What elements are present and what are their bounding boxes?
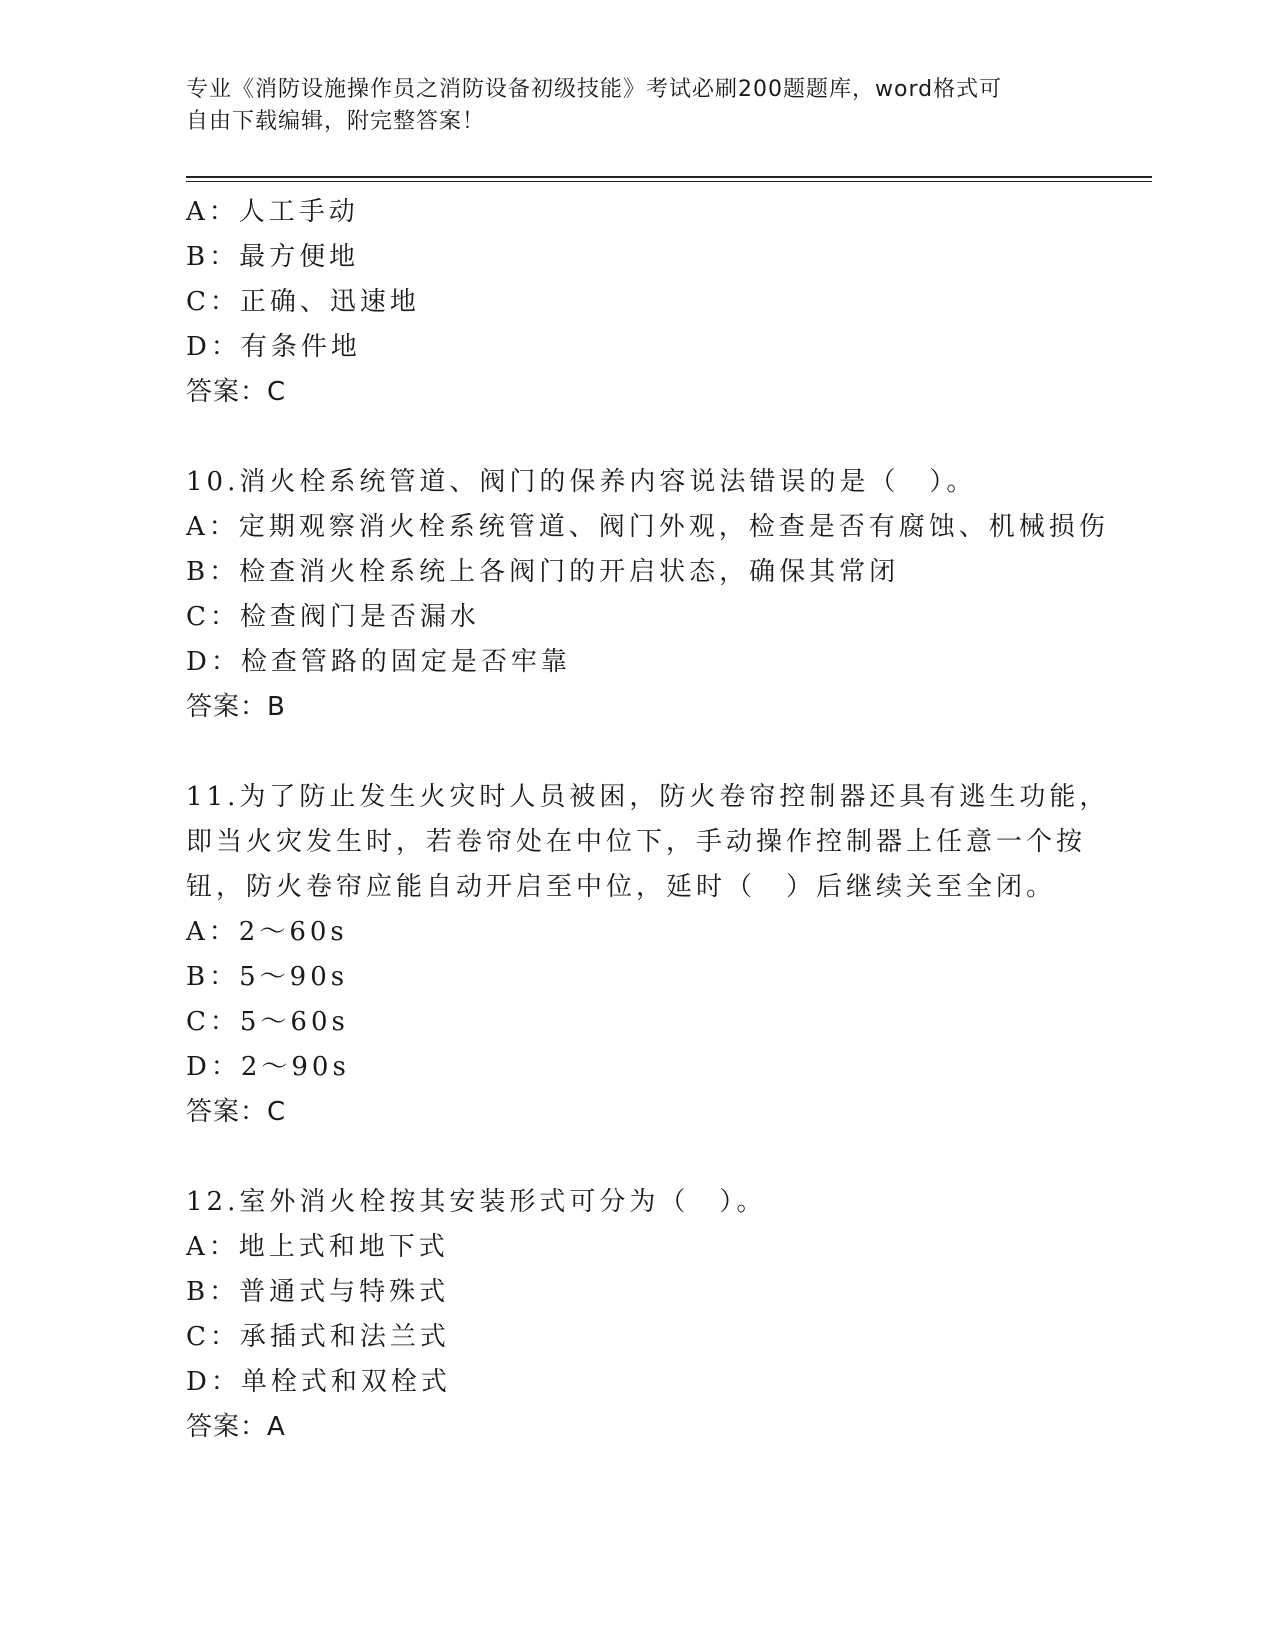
- question-gap: [186, 1135, 1086, 1180]
- option-c: C：正确、迅速地: [186, 287, 420, 317]
- header-rule-thick: [186, 176, 1152, 178]
- header-line-2: 自由下载编辑，附完整答案！: [186, 109, 486, 134]
- option-a: A：定期观察消火栓系统管道、阀门外观，检查是否有腐蚀、机械损伤: [186, 512, 1109, 542]
- header-rule-thin: [186, 181, 1152, 182]
- answer-line: 答案：C: [186, 377, 287, 407]
- answer-line: 答案：A: [186, 1412, 286, 1442]
- question-gap: [186, 415, 1086, 460]
- option-d: D：检查管路的固定是否牢靠: [186, 647, 571, 677]
- question-block-9: [186, 190, 1086, 415]
- answer-line: 答案：C: [186, 1097, 287, 1127]
- option-d: D：单栓式和双栓式: [186, 1367, 451, 1397]
- question-stem: 12.室外消火栓按其安装形式可分为（ ）。: [186, 1187, 767, 1217]
- option-c: C：5～60s: [186, 1007, 349, 1037]
- option-c: C：检查阀门是否漏水: [186, 602, 480, 632]
- option-a: A：2～60s: [186, 917, 348, 947]
- option-a: A：人工手动: [186, 197, 359, 227]
- question-stem-line-1: 11.为了防止发生火灾时人员被困，防火卷帘控制器还具有逃生功能，: [186, 782, 1110, 812]
- question-block-11: [186, 775, 1110, 1135]
- question-block-12: [186, 1180, 1086, 1450]
- option-d: D：有条件地: [186, 332, 361, 362]
- option-b: B：最方便地: [186, 242, 360, 272]
- option-b: B：普通式与特殊式: [186, 1277, 450, 1307]
- header-line-1: 专业《消防设施操作员之消防设备初级技能》考试必刷200题题库，word格式可: [186, 77, 1003, 102]
- question-gap: [186, 730, 1086, 775]
- question-stem: 10.消火栓系统管道、阀门的保养内容说法错误的是（ ）。: [186, 467, 977, 497]
- answer-line: 答案：B: [186, 692, 286, 722]
- document-header: [186, 74, 1066, 138]
- option-b: B：5～90s: [186, 962, 349, 992]
- question-list: [186, 190, 1110, 1450]
- question-stem-line-3: 钮，防火卷帘应能自动开启至中位，延时（ ）后继续关至全闭。: [186, 872, 1057, 902]
- question-block-10: [186, 460, 1109, 730]
- option-b: B：检查消火栓系统上各阀门的开启状态，确保其常闭: [186, 557, 900, 587]
- option-c: C：承插式和法兰式: [186, 1322, 450, 1352]
- option-d: D：2～90s: [186, 1052, 350, 1082]
- question-stem-line-2: 即当火灾发生时，若卷帘处在中位下，手动操作控制器上任意一个按: [186, 827, 1087, 857]
- option-a: A：地上式和地下式: [186, 1232, 449, 1262]
